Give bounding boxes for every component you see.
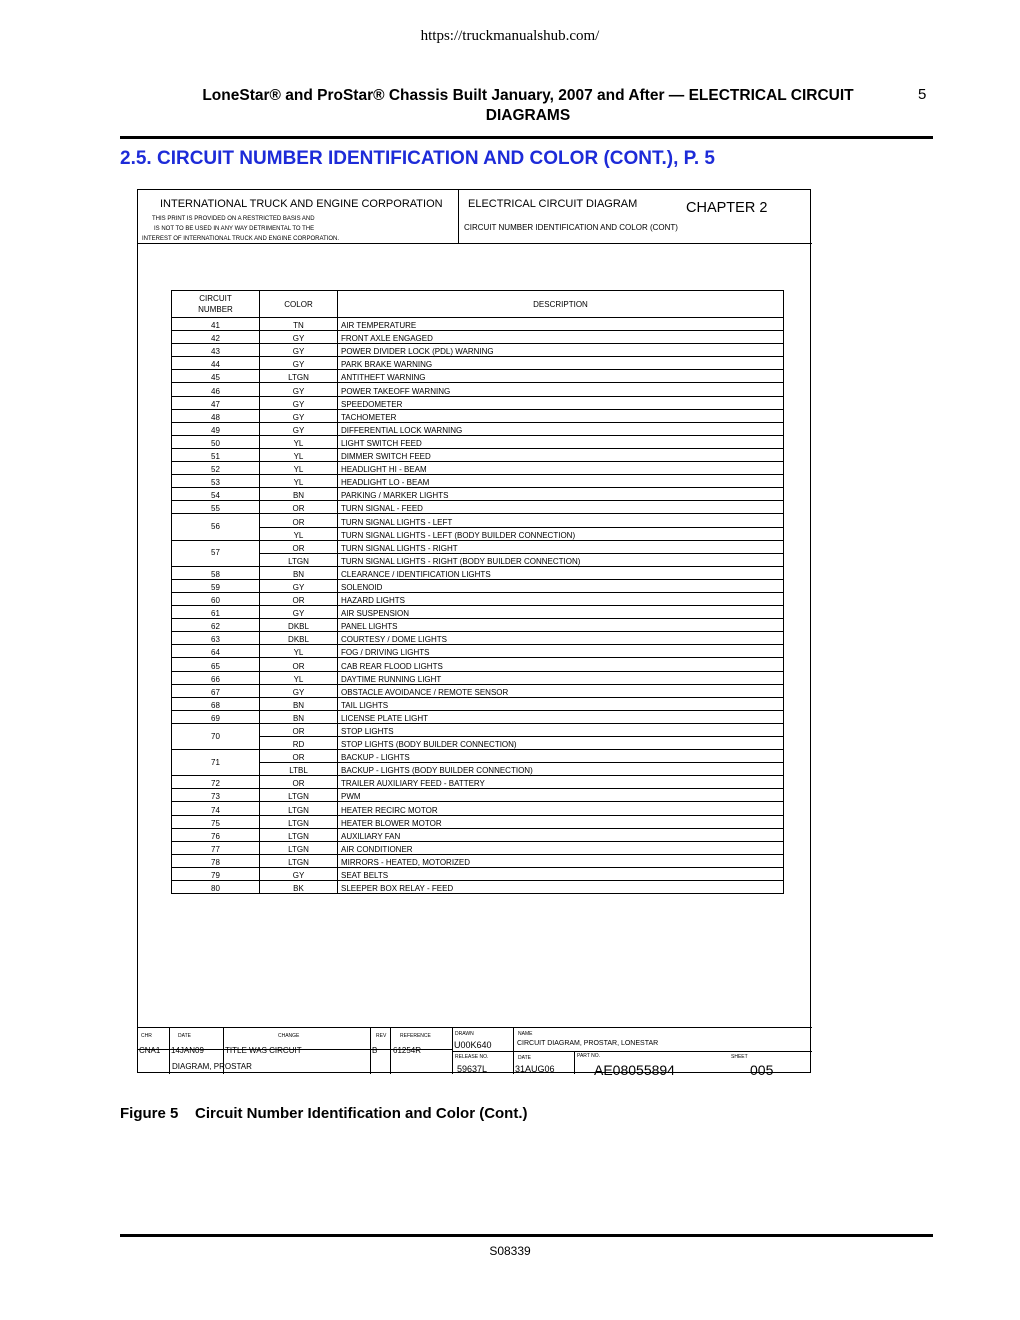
- sheet-number: 005: [750, 1062, 774, 1078]
- col-divider: [169, 1028, 170, 1074]
- circuit-number-cell: 50: [172, 435, 260, 448]
- circuit-number-cell: 48: [172, 409, 260, 422]
- description-cell: DIMMER SWITCH FEED: [338, 448, 784, 461]
- circuit-number-cell: 70: [172, 723, 260, 749]
- company-name: INTERNATIONAL TRUCK AND ENGINE CORPORATION: [160, 198, 443, 210]
- table-row: [172, 579, 784, 592]
- table-row: [172, 881, 784, 894]
- description-cell: SPEEDOMETER: [338, 396, 784, 409]
- circuit-number-cell: 78: [172, 854, 260, 867]
- circuit-number-cell: 44: [172, 357, 260, 370]
- wire-color-cell: YL: [260, 527, 338, 540]
- circuit-number-cell: 69: [172, 710, 260, 723]
- description-cell: TURN SIGNAL - FEED: [338, 501, 784, 514]
- table-row: [172, 723, 784, 736]
- description-cell: DAYTIME RUNNING LIGHT: [338, 671, 784, 684]
- description-cell: PWM: [338, 789, 784, 802]
- label-chr: CHR: [141, 1033, 152, 1039]
- section-heading: 2.5. CIRCUIT NUMBER IDENTIFICATION AND COLOR (CONT.), P. 5: [120, 148, 716, 169]
- wire-color-cell: OR: [260, 514, 338, 527]
- description-cell: SOLENOID: [338, 579, 784, 592]
- circuit-number-cell: 75: [172, 815, 260, 828]
- wire-color-cell: YL: [260, 475, 338, 488]
- wire-color-cell: YL: [260, 435, 338, 448]
- source-url[interactable]: https://truckmanualshub.com/: [420, 28, 600, 44]
- drawing-name: CIRCUIT DIAGRAM, PROSTAR, LONESTAR: [517, 1040, 659, 1047]
- table-row: [172, 540, 784, 553]
- circuit-number-cell: 46: [172, 383, 260, 396]
- title-block-divider: [458, 190, 459, 243]
- label-sheet: SHEET: [731, 1054, 748, 1060]
- circuit-number-cell: 56: [172, 514, 260, 540]
- wire-color-cell: OR: [260, 776, 338, 789]
- circuit-number-cell: 53: [172, 475, 260, 488]
- label-date: DATE: [178, 1033, 191, 1039]
- table-row: [172, 527, 784, 540]
- table-row: [172, 501, 784, 514]
- chapter-label: CHAPTER 2: [686, 200, 768, 216]
- circuit-number-cell: 51: [172, 448, 260, 461]
- wire-color-cell: LTBL: [260, 763, 338, 776]
- description-cell: BACKUP - LIGHTS: [338, 750, 784, 763]
- header-circuit-number: CIRCUIT NUMBER: [172, 291, 260, 318]
- table-row: [172, 828, 784, 841]
- description-cell: TURN SIGNAL LIGHTS - RIGHT (BODY BUILDER CONNECTION): [338, 553, 784, 566]
- description-cell: COURTESY / DOME LIGHTS: [338, 632, 784, 645]
- release-date: 31AUG06: [515, 1064, 555, 1074]
- circuit-number-cell: 45: [172, 370, 260, 383]
- table-row: [172, 763, 784, 776]
- table-row: [172, 815, 784, 828]
- wire-color-cell: OR: [260, 658, 338, 671]
- label-rev: REV: [376, 1033, 387, 1039]
- restriction-note-line-1: THIS PRINT IS PROVIDED ON A RESTRICTED BASIS AND: [152, 216, 315, 222]
- circuit-number-cell: 68: [172, 697, 260, 710]
- circuit-number-cell: 58: [172, 566, 260, 579]
- wire-color-cell: OR: [260, 750, 338, 763]
- wire-color-cell: YL: [260, 671, 338, 684]
- table-row: [172, 867, 784, 880]
- wire-color-cell: BN: [260, 488, 338, 501]
- wire-color-cell: OR: [260, 540, 338, 553]
- wire-color-cell: OR: [260, 501, 338, 514]
- wire-color-cell: LTGN: [260, 802, 338, 815]
- circuit-number-cell: 73: [172, 789, 260, 802]
- table-row: [172, 592, 784, 605]
- table-row: [172, 357, 784, 370]
- wire-color-cell: LTGN: [260, 854, 338, 867]
- circuit-number-cell: 64: [172, 645, 260, 658]
- circuit-number-cell: 41: [172, 318, 260, 331]
- wire-color-cell: YL: [260, 645, 338, 658]
- description-cell: STOP LIGHTS (BODY BUILDER CONNECTION): [338, 737, 784, 750]
- wire-color-cell: LTGN: [260, 841, 338, 854]
- description-cell: MIRRORS - HEATED, MOTORIZED: [338, 854, 784, 867]
- revision-reference: 61254R: [393, 1046, 422, 1055]
- circuit-number-cell: 59: [172, 579, 260, 592]
- label-reference: REFERENCE: [400, 1033, 431, 1039]
- table-row: [172, 422, 784, 435]
- description-cell: FOG / DRIVING LIGHTS: [338, 645, 784, 658]
- wire-color-cell: TN: [260, 318, 338, 331]
- circuit-number-cell: 54: [172, 488, 260, 501]
- table-row: [172, 737, 784, 750]
- description-cell: ANTITHEFT WARNING: [338, 370, 784, 383]
- description-cell: BACKUP - LIGHTS (BODY BUILDER CONNECTION): [338, 763, 784, 776]
- table-row: [172, 318, 784, 331]
- description-cell: LIGHT SWITCH FEED: [338, 435, 784, 448]
- wire-color-cell: GY: [260, 331, 338, 344]
- table-row: [172, 789, 784, 802]
- wire-color-cell: BK: [260, 881, 338, 894]
- label-part-no: PART NO.: [577, 1053, 601, 1059]
- table-row: [172, 331, 784, 344]
- description-cell: POWER DIVIDER LOCK (PDL) WARNING: [338, 344, 784, 357]
- description-cell: TACHOMETER: [338, 409, 784, 422]
- description-cell: AIR SUSPENSION: [338, 606, 784, 619]
- description-cell: PARK BRAKE WARNING: [338, 357, 784, 370]
- title-block-bottom-rule: [138, 243, 812, 244]
- drawn-by: U00K640: [454, 1040, 492, 1050]
- description-cell: AIR CONDITIONER: [338, 841, 784, 854]
- table-row: [172, 697, 784, 710]
- wire-color-cell: GY: [260, 422, 338, 435]
- wire-color-cell: GY: [260, 383, 338, 396]
- circuit-table: [171, 290, 784, 894]
- wire-color-cell: DKBL: [260, 619, 338, 632]
- circuit-number-cell: 65: [172, 658, 260, 671]
- description-cell: DIFFERENTIAL LOCK WARNING: [338, 422, 784, 435]
- description-cell: SLEEPER BOX RELAY - FEED: [338, 881, 784, 894]
- restriction-note-line-2: IS NOT TO BE USED IN ANY WAY DETRIMENTAL TO THE: [154, 226, 315, 232]
- diagram-subtitle: CIRCUIT NUMBER IDENTIFICATION AND COLOR (CONT): [464, 223, 678, 232]
- table-row: [172, 370, 784, 383]
- table-row: [172, 488, 784, 501]
- table-row: [172, 619, 784, 632]
- circuit-number-cell: 67: [172, 684, 260, 697]
- document-title: LoneStar® and ProStar® Chassis Built January, 2007 and After — ELECTRICAL CIRCUIT DIAGRAMS: [202, 87, 854, 124]
- description-cell: TURN SIGNAL LIGHTS - LEFT (BODY BUILDER CONNECTION): [338, 527, 784, 540]
- diagram-type: ELECTRICAL CIRCUIT DIAGRAM: [468, 198, 638, 210]
- table-row: [172, 396, 784, 409]
- table-row: [172, 448, 784, 461]
- wire-color-cell: OR: [260, 723, 338, 736]
- table-row: [172, 606, 784, 619]
- col-divider: [574, 1051, 575, 1074]
- label-date-2: DATE: [518, 1055, 531, 1061]
- release-number: 59637L: [457, 1064, 488, 1074]
- circuit-number-cell: 80: [172, 881, 260, 894]
- wire-color-cell: YL: [260, 462, 338, 475]
- circuit-number-cell: 62: [172, 619, 260, 632]
- table-row: [172, 553, 784, 566]
- header-color: COLOR: [260, 291, 338, 318]
- description-cell: TAIL LIGHTS: [338, 697, 784, 710]
- header-rule: [120, 136, 933, 139]
- circuit-diagram-sheet: [137, 189, 811, 1078]
- description-cell: AUXILIARY FAN: [338, 828, 784, 841]
- wire-color-cell: RD: [260, 737, 338, 750]
- label-release-no: RELEASE NO.: [455, 1054, 489, 1060]
- table-row: [172, 632, 784, 645]
- table-row: [172, 802, 784, 815]
- table-row: [172, 514, 784, 527]
- description-cell: CLEARANCE / IDENTIFICATION LIGHTS: [338, 566, 784, 579]
- label-change: CHANGE: [278, 1033, 300, 1039]
- description-cell: SEAT BELTS: [338, 867, 784, 880]
- wire-color-cell: BN: [260, 710, 338, 723]
- wire-color-cell: BN: [260, 566, 338, 579]
- table-row: [172, 658, 784, 671]
- col-divider: [452, 1028, 453, 1074]
- wire-color-cell: YL: [260, 448, 338, 461]
- circuit-number-cell: 60: [172, 592, 260, 605]
- circuit-number-cell: 63: [172, 632, 260, 645]
- col-divider: [390, 1028, 391, 1074]
- table-row: [172, 344, 784, 357]
- name-block-rule: [452, 1051, 812, 1052]
- wire-color-cell: GY: [260, 357, 338, 370]
- table-row: [172, 750, 784, 763]
- footer-rule: [120, 1234, 933, 1237]
- revision-rev: B: [372, 1046, 378, 1055]
- revision-change-line-2: DIAGRAM, PROSTAR: [172, 1062, 252, 1071]
- circuit-number-cell: 72: [172, 776, 260, 789]
- description-cell: TRAILER AUXILIARY FEED - BATTERY: [338, 776, 784, 789]
- col-divider: [513, 1028, 514, 1074]
- circuit-number-cell: 76: [172, 828, 260, 841]
- table-row: [172, 645, 784, 658]
- description-cell: PARKING / MARKER LIGHTS: [338, 488, 784, 501]
- wire-color-cell: GY: [260, 579, 338, 592]
- table-row: [172, 854, 784, 867]
- label-name: NAME: [518, 1031, 533, 1037]
- circuit-number-cell: 66: [172, 671, 260, 684]
- table-row: [172, 475, 784, 488]
- wire-color-cell: LTGN: [260, 553, 338, 566]
- circuit-number-cell: 49: [172, 422, 260, 435]
- description-cell: LICENSE PLATE LIGHT: [338, 710, 784, 723]
- description-cell: OBSTACLE AVOIDANCE / REMOTE SENSOR: [338, 684, 784, 697]
- circuit-number-cell: 61: [172, 606, 260, 619]
- wire-color-cell: GY: [260, 606, 338, 619]
- description-cell: FRONT AXLE ENGAGED: [338, 331, 784, 344]
- wire-color-cell: GY: [260, 409, 338, 422]
- description-cell: HEADLIGHT LO - BEAM: [338, 475, 784, 488]
- figure-caption: Figure 5 Circuit Number Identification and Color (Cont.): [120, 1105, 528, 1122]
- circuit-number-cell: 71: [172, 750, 260, 776]
- table-row: [172, 671, 784, 684]
- wire-color-cell: GY: [260, 867, 338, 880]
- description-cell: STOP LIGHTS: [338, 723, 784, 736]
- description-cell: PANEL LIGHTS: [338, 619, 784, 632]
- description-cell: POWER TAKEOFF WARNING: [338, 383, 784, 396]
- wire-color-cell: LTGN: [260, 815, 338, 828]
- wire-color-cell: GY: [260, 344, 338, 357]
- description-cell: HEADLIGHT HI - BEAM: [338, 462, 784, 475]
- description-cell: HEATER RECIRC MOTOR: [338, 802, 784, 815]
- revision-date: 14JAN09: [171, 1046, 204, 1055]
- wire-color-cell: LTGN: [260, 828, 338, 841]
- revision-chr: CNA1: [139, 1046, 161, 1055]
- table-header-row: [172, 291, 784, 318]
- footer-code: S08339: [489, 1244, 531, 1258]
- wire-color-cell: BN: [260, 697, 338, 710]
- description-cell: HEATER BLOWER MOTOR: [338, 815, 784, 828]
- circuit-number-cell: 42: [172, 331, 260, 344]
- description-cell: HAZARD LIGHTS: [338, 592, 784, 605]
- table-row: [172, 435, 784, 448]
- page-number: 5: [918, 86, 927, 103]
- table-row: [172, 710, 784, 723]
- description-cell: TURN SIGNAL LIGHTS - LEFT: [338, 514, 784, 527]
- header-description: DESCRIPTION: [338, 291, 784, 318]
- circuit-number-cell: 74: [172, 802, 260, 815]
- circuit-number-cell: 52: [172, 462, 260, 475]
- description-cell: AIR TEMPERATURE: [338, 318, 784, 331]
- table-row: [172, 409, 784, 422]
- wire-color-cell: GY: [260, 396, 338, 409]
- circuit-number-cell: 55: [172, 501, 260, 514]
- wire-color-cell: GY: [260, 684, 338, 697]
- wire-color-cell: DKBL: [260, 632, 338, 645]
- table-row: [172, 566, 784, 579]
- table-row: [172, 684, 784, 697]
- restriction-note-line-3: INTEREST OF INTERNATIONAL TRUCK AND ENGINE CORPORATION.: [142, 236, 340, 242]
- description-cell: TURN SIGNAL LIGHTS - RIGHT: [338, 540, 784, 553]
- circuit-number-cell: 77: [172, 841, 260, 854]
- wire-color-cell: OR: [260, 592, 338, 605]
- col-divider: [370, 1028, 371, 1074]
- revision-block-top-rule: [138, 1027, 812, 1028]
- part-number: AE08055894: [594, 1062, 675, 1078]
- circuit-number-cell: 79: [172, 867, 260, 880]
- label-drawn: DRAWN: [455, 1031, 474, 1037]
- table-row: [172, 383, 784, 396]
- table-row: [172, 462, 784, 475]
- wire-color-cell: LTGN: [260, 789, 338, 802]
- circuit-number-cell: 43: [172, 344, 260, 357]
- circuit-number-cell: 47: [172, 396, 260, 409]
- table-row: [172, 776, 784, 789]
- table-row: [172, 841, 784, 854]
- circuit-number-cell: 57: [172, 540, 260, 566]
- description-cell: CAB REAR FLOOD LIGHTS: [338, 658, 784, 671]
- wire-color-cell: LTGN: [260, 370, 338, 383]
- revision-change-line-1: TITLE WAS CIRCUIT: [225, 1046, 302, 1055]
